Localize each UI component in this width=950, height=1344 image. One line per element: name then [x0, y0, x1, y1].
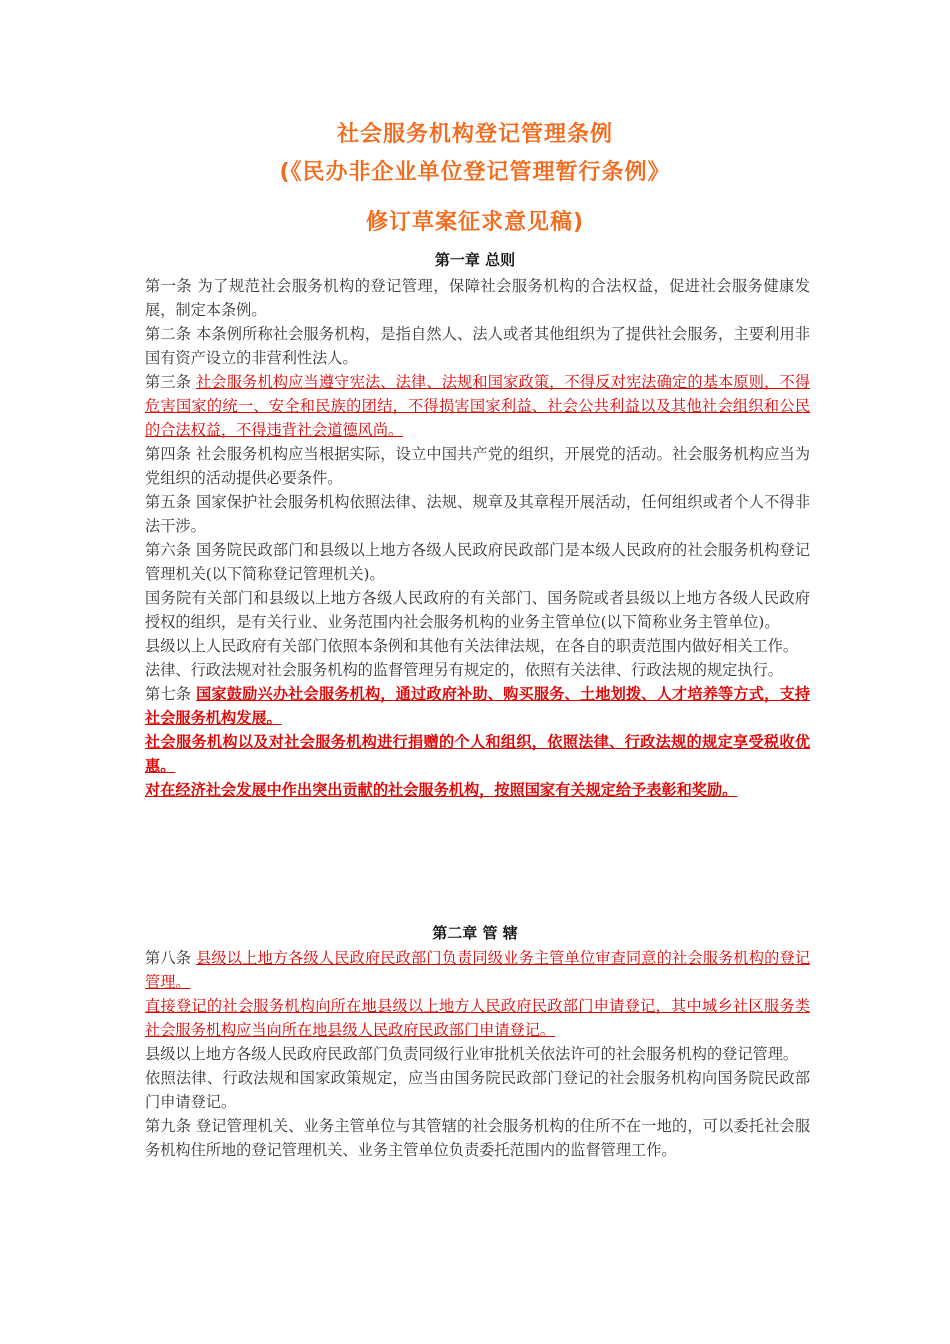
- article-6-paragraph: 县级以上人民政府有关部门依照本条例和其他有关法律法规，在各自的职责范围内做好相关工作。: [145, 637, 799, 655]
- article-9: [145, 1114, 810, 1162]
- article-4: [145, 442, 810, 490]
- article-1: [145, 274, 810, 322]
- article-number: 第七条: [145, 685, 192, 703]
- article-8-paragraph: 依照法律、行政法规和国家政策规定，应当由国务院民政部门登记的社会服务机构向国务院民政部门申请登记。: [145, 1069, 810, 1111]
- chapter-2-body: [145, 946, 810, 1162]
- article-8-paragraph: 县级以上地方各级人民政府民政部门负责同级行业审批机关依法许可的社会服务机构的登记管理。: [145, 1045, 799, 1063]
- article-text: 本条例所称社会服务机构，是指自然人、法人或者其他组织为了提供社会服务，主要利用非国有资产设立的非营利性法人。: [145, 325, 811, 367]
- article-number: 第三条: [145, 373, 192, 391]
- article-6-paragraph: 法律、行政法规对社会服务机构的监督管理另有规定的，依照有关法律、行政法规的规定执行。: [145, 661, 783, 679]
- revised-text: 对在经济社会发展中作出突出贡献的社会服务机构，按照国家有关规定给予表彰和奖励。: [145, 781, 738, 799]
- document-title: 社会服务机构登记管理条例: [336, 122, 613, 147]
- article-number: 第五条: [145, 493, 192, 511]
- article-number: 第六条: [145, 541, 192, 559]
- chapter-heading: 第二章 管 辖: [432, 924, 518, 942]
- article-5: [145, 490, 810, 538]
- article-8: [145, 946, 810, 994]
- document-subtitle: (《民办非企业单位登记管理暂行条例》: [279, 160, 671, 185]
- article-7-paragraph: [145, 778, 810, 802]
- revised-text: 县级以上地方各级人民政府民政部门负责同级业务主管单位审查同意的社会服务机构的登记管理。: [145, 949, 811, 991]
- revised-text: 社会服务机构以及对社会服务机构进行捐赠的个人和组织，依照法律、行政法规的规定享受税收优惠。: [145, 733, 810, 775]
- document-subtitle-note: 修订草案征求意见稿): [365, 210, 585, 235]
- article-text: 社会服务机构应当根据实际，设立中国共产党的组织，开展党的活动。社会服务机构应当为党组织的活动提供必要条件。: [145, 445, 811, 487]
- article-number: 第二条: [145, 325, 192, 343]
- article-6: [145, 538, 810, 586]
- article-3: [145, 370, 810, 442]
- article-2: [145, 322, 810, 370]
- article-7: [145, 682, 810, 730]
- article-number: 第四条: [145, 445, 192, 463]
- article-number: 第一条: [145, 277, 193, 295]
- chapter-heading: 第一章 总则: [434, 251, 516, 269]
- revised-text: 社会服务机构应当遵守宪法、法律、法规和国家政策，不得反对宪法确定的基本原则，不得危害国家的统一、安全和民族的团结，不得损害国家利益、社会公共利益以及其他社会组织和公民的合法权益，不得违背社会道德风尚。: [145, 373, 811, 439]
- article-number: 第九条: [145, 1117, 192, 1135]
- article-text: 登记管理机关、业务主管单位与其管辖的社会服务机构的住所不在一地的，可以委托社会服务机构住所地的登记管理机关、业务主管单位负责委托范围内的监督管理工作。: [145, 1117, 811, 1159]
- article-7-paragraph: [145, 730, 810, 778]
- article-text: 国家保护社会服务机构依照法律、法规、规章及其章程开展活动，任何组织或者个人不得非法干涉。: [145, 493, 811, 535]
- article-text: 为了规范社会服务机构的登记管理，保障社会服务机构的合法权益，促进社会服务健康发展，制定本条例。: [145, 277, 811, 319]
- revised-text: 国家鼓励兴办社会服务机构，通过政府补助、购买服务、土地划拨、人才培养等方式，支持社会服务机构发展。: [145, 685, 811, 727]
- article-number: 第八条: [145, 949, 192, 967]
- article-text: 国务院民政部门和县级以上地方各级人民政府民政部门是本级人民政府的社会服务机构登记管理机关(以下简称登记管理机关)。: [145, 541, 811, 583]
- article-8-paragraph: [145, 994, 810, 1042]
- revised-text: 直接登记的社会服务机构向所在地县级以上地方人民政府民政部门申请登记，其中城乡社区服务类社会服务机构应当向所在地县级人民政府民政部门申请登记。: [145, 997, 810, 1039]
- article-6-paragraph: 国务院有关部门和县级以上地方各级人民政府的有关部门、国务院或者县级以上地方各级人民政府授权的组织，是有关行业、业务范围内社会服务机构的业务主管单位(以下简称业务主管单位)。: [145, 589, 810, 631]
- chapter-1-body: [145, 274, 810, 802]
